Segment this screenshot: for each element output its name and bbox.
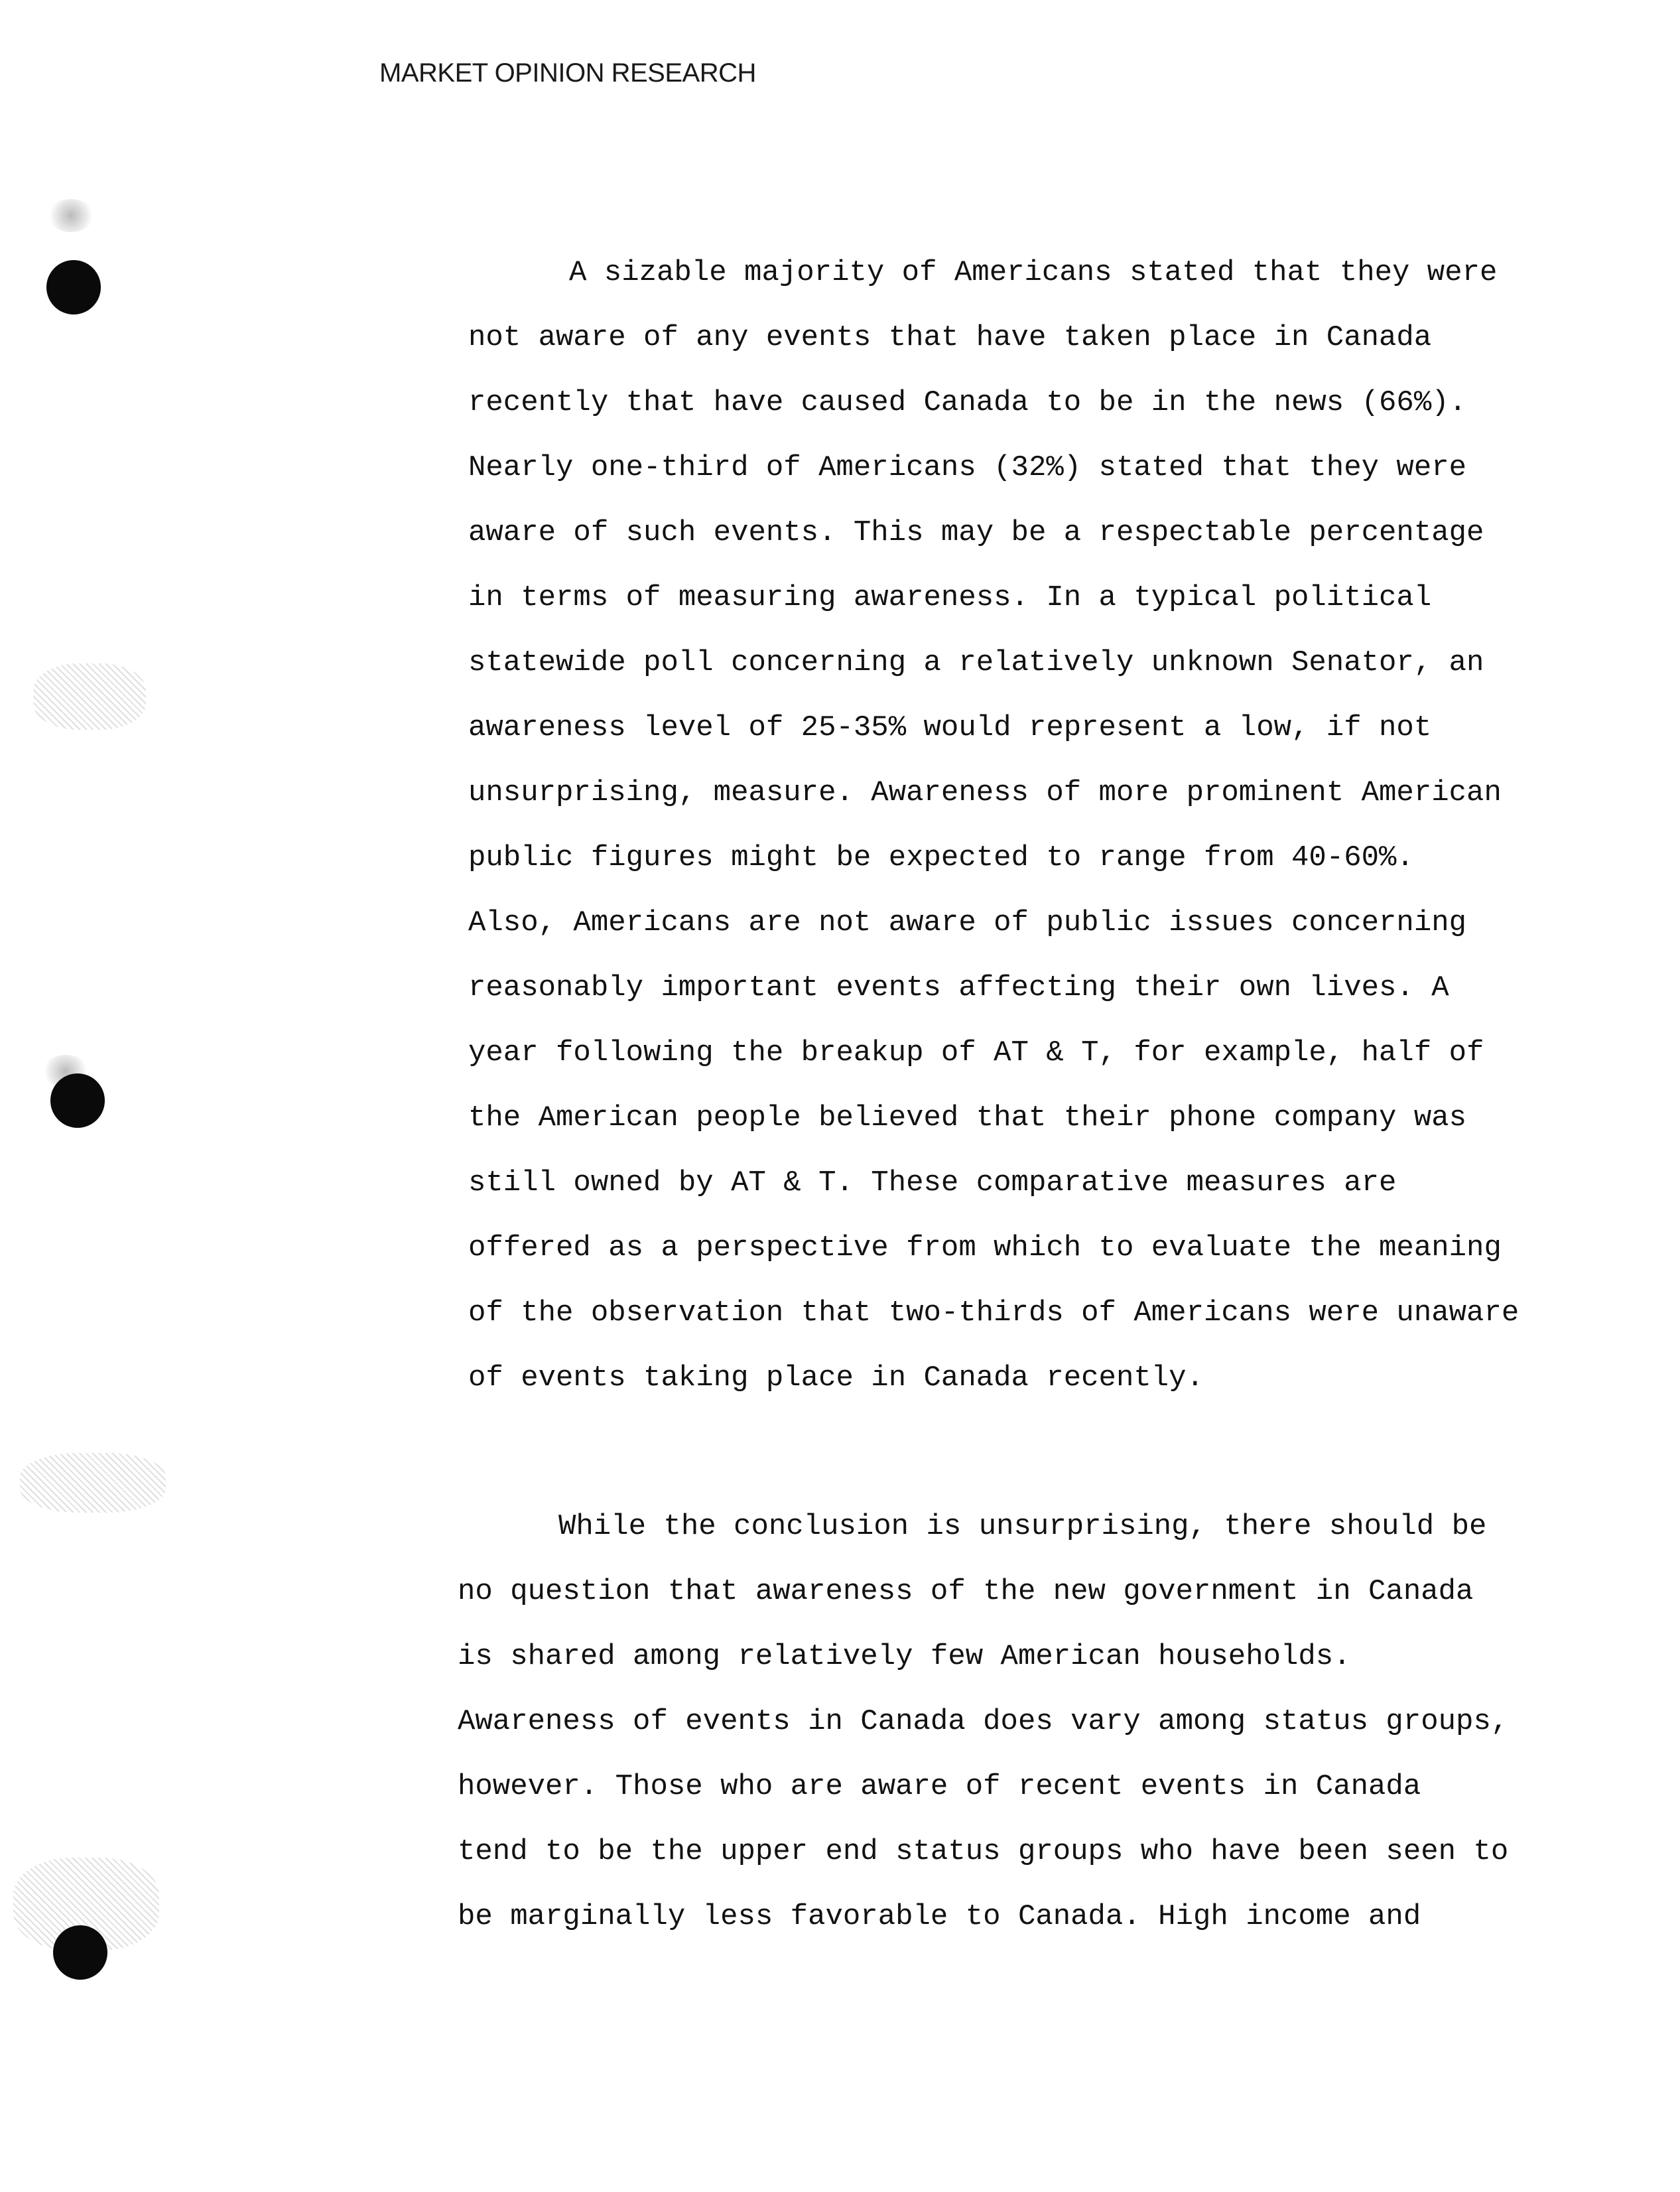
binder-hole-top bbox=[46, 260, 101, 314]
text-line: is shared among relatively few American households. bbox=[458, 1640, 1351, 1673]
text-line: unsurprising, measure. Awareness of more prominent American bbox=[468, 776, 1502, 809]
text-line: Also, Americans are not aware of public issues concerning bbox=[468, 906, 1467, 939]
paragraph-conclusion bbox=[458, 1494, 1508, 1949]
text-line: still owned by AT & T. These comparative measures are bbox=[468, 1166, 1397, 1199]
text-line: no question that awareness of the new government in Canada bbox=[458, 1575, 1474, 1608]
text-line: Nearly one-third of Americans (32%) stated that they were bbox=[468, 451, 1467, 484]
text-line: Awareness of events in Canada does vary among status groups, bbox=[458, 1705, 1509, 1738]
letterhead: MARKET OPINION RESEARCH bbox=[379, 58, 756, 88]
text-line: A sizable majority of Americans stated that they were bbox=[569, 256, 1498, 289]
text-line: statewide poll concerning a relatively unknown Senator, an bbox=[468, 646, 1484, 679]
text-line: the American people believed that their phone company was bbox=[468, 1101, 1467, 1134]
text-line: aware of such events. This may be a respectable percentage bbox=[468, 516, 1484, 549]
text-line: reasonably important events affecting their own lives. A bbox=[468, 971, 1449, 1004]
text-line: While the conclusion is unsurprising, there should be bbox=[558, 1510, 1487, 1543]
text-line: of events taking place in Canada recently. bbox=[468, 1361, 1204, 1395]
scan-speck bbox=[48, 199, 94, 232]
binder-hole-middle bbox=[50, 1073, 105, 1128]
text-line: offered as a perspective from which to evaluate the meaning bbox=[468, 1231, 1502, 1265]
scan-noise bbox=[33, 663, 146, 730]
text-line: in terms of measuring awareness. In a typical political bbox=[468, 581, 1432, 614]
text-line: tend to be the upper end status groups who have been seen to bbox=[458, 1835, 1509, 1868]
text-line: not aware of any events that have taken place in Canada bbox=[468, 321, 1432, 354]
paragraph-awareness bbox=[468, 240, 1519, 1410]
text-line: be marginally less favorable to Canada. High income and bbox=[458, 1900, 1421, 1933]
text-line: public figures might be expected to range from 40-60%. bbox=[468, 841, 1414, 874]
text-line: awareness level of 25-35% would represent a low, if not bbox=[468, 711, 1432, 744]
text-line: however. Those who are aware of recent events in Canada bbox=[458, 1770, 1421, 1803]
binder-hole-bottom bbox=[53, 1925, 107, 1980]
scan-noise bbox=[20, 1453, 166, 1513]
text-line: recently that have caused Canada to be in the news (66%). bbox=[468, 386, 1467, 419]
text-line: of the observation that two-thirds of Americans were unaware bbox=[468, 1296, 1519, 1330]
text-line: year following the breakup of AT & T, for example, half of bbox=[468, 1036, 1484, 1069]
